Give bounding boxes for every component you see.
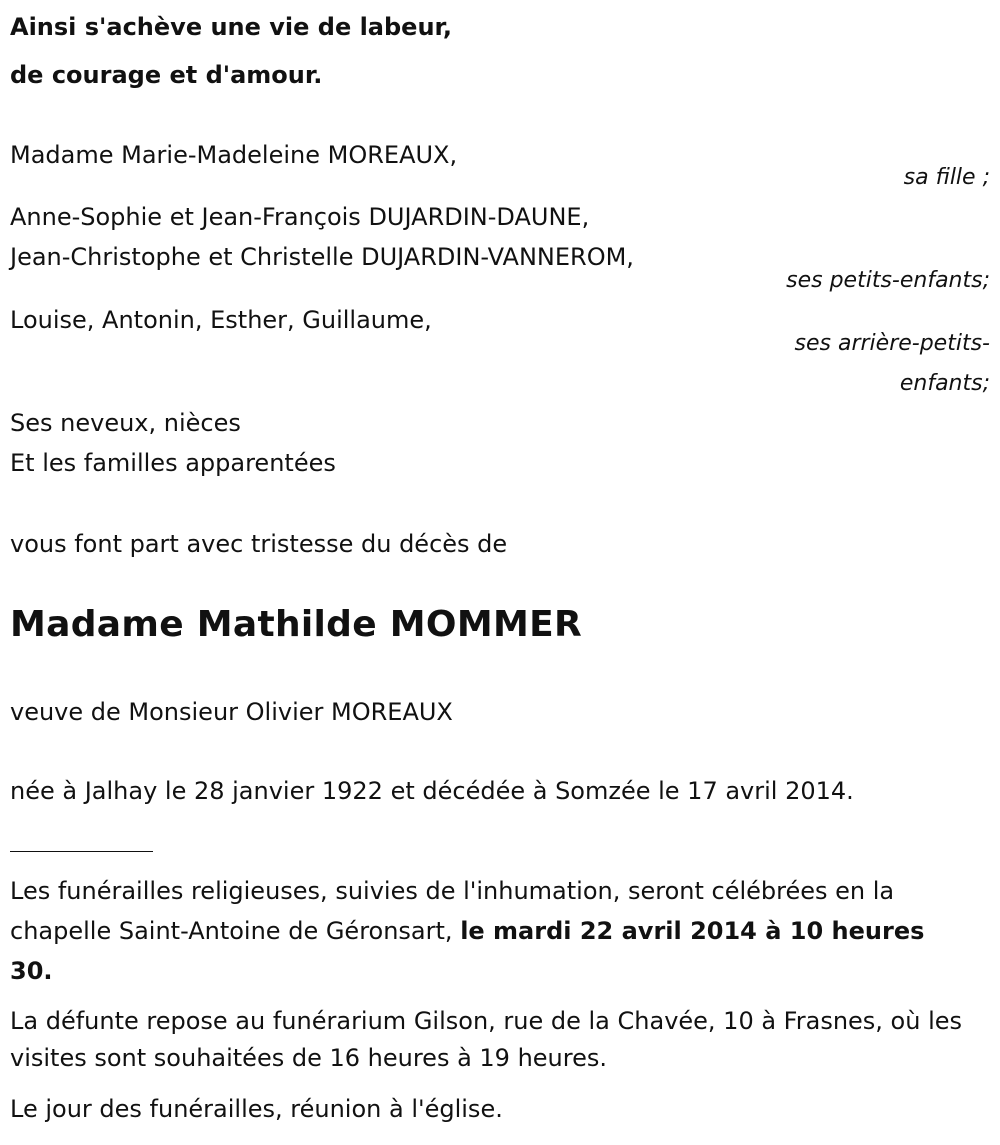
great-grandchildren-relation-line-2: enfants; [899,371,990,396]
funeral-datetime: le mardi 22 avril 2014 à 10 heures 30. [10,917,925,985]
announcement-text: vous font part avec tristesse du décès de [10,530,508,558]
widow-of-text: veuve de Monsieur Olivier MOREAUX [10,698,453,726]
grandchildren-relation: ses petits-enfants; [786,268,990,293]
families-line: Et les familles apparentées [10,449,336,477]
great-grandchildren-relation-line-1: ses arrière-petits- [794,331,990,356]
deceased-name: Madame Mathilde MOMMER [10,604,582,645]
grandchild-line-1: Anne-Sophie et Jean-François DUJARDIN-DAUNE, [10,203,590,231]
header-line-1: Ainsi s'achève une vie de labeur, [10,13,452,41]
header-line-2: de courage et d'amour. [10,61,323,89]
birth-death-text: née à Jalhay le 28 janvier 1922 et décédée à Somzée le 17 avril 2014. [10,777,854,805]
repose-paragraph: La défunte repose au funérarium Gilson, rue de la Chavée, 10 à Frasnes, où les visites sont souhaitées de 16 heures à 19 heures. [10,1007,963,1072]
daughter-relation: sa fille ; [903,165,990,190]
nephews-line: Ses neveux, nièces [10,409,241,437]
daughter-name: Madame Marie-Madeleine MOREAUX, [10,141,458,169]
meeting-text: Le jour des funérailles, réunion à l'église. [10,1095,503,1123]
great-grandchildren-names: Louise, Antonin, Esther, Guillaume, [10,306,432,334]
grandchild-line-2: Jean-Christophe et Christelle DUJARDIN-VANNEROM, [10,243,634,271]
separator-rule [10,851,153,852]
funeral-text: Les funérailles religieuses, suivies de l'inhumation, seront célébrées en la chapelle Saint-Antoine de Géronsart, [10,877,895,945]
funeral-paragraph [10,871,975,991]
